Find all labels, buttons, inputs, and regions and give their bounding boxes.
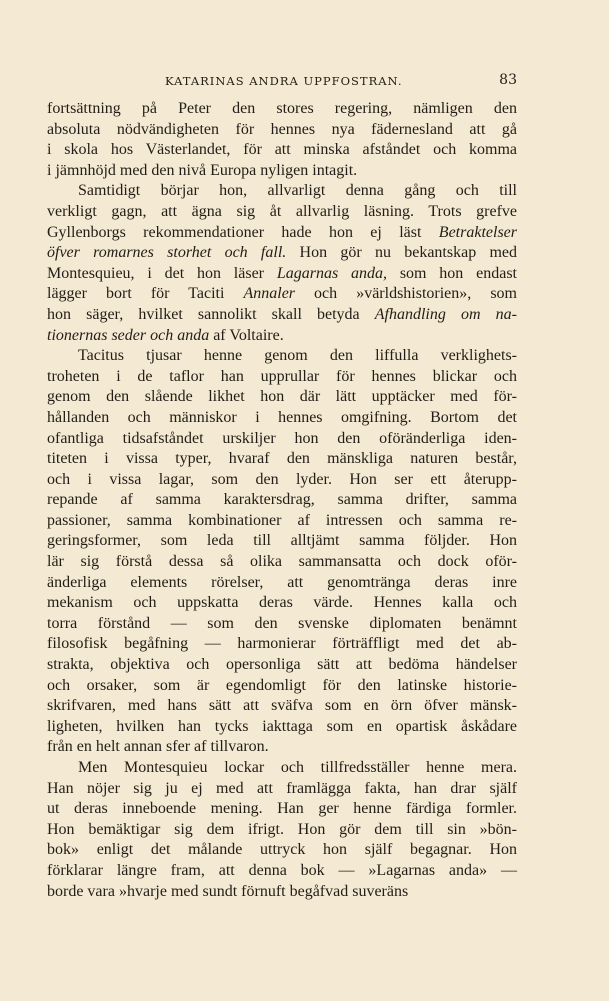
text-run: troheten i de taflor han upprullar för hennes blickar och bbox=[47, 367, 517, 385]
text-run: geringsformer, som leda till alltjämt samma följder. Hon bbox=[47, 532, 517, 550]
text-run: verkligt gagn, att ägna sig åt allvarlig läsning. Trots grefve bbox=[47, 202, 517, 220]
text-run: och orsaker, som är egendomligt för den latinske historie- bbox=[47, 676, 517, 694]
text-run: Hon gör nu bekantskap med bbox=[286, 244, 518, 262]
text-line bbox=[47, 120, 517, 141]
text-line bbox=[47, 840, 517, 861]
text-run: fortsättning på Peter den stores regering, nämligen den bbox=[47, 100, 517, 117]
text-line bbox=[47, 202, 517, 223]
text-run: borde vara »hvarje med sundt förnuft begåfvad suveräns bbox=[47, 882, 409, 900]
text-line bbox=[47, 717, 517, 738]
text-run: titeten i vissa typer, hvaraf den mänskliga naturen består, bbox=[47, 450, 517, 468]
text-line bbox=[47, 346, 517, 367]
text-run: absoluta nödvändigheten för hennes nya fädernesland att gå bbox=[47, 120, 517, 138]
text-line bbox=[47, 573, 517, 594]
italic-title: öfver romarnes storhet och fall. bbox=[47, 244, 287, 262]
text-line bbox=[47, 408, 517, 429]
text-line bbox=[47, 614, 517, 635]
body-text bbox=[47, 99, 517, 902]
text-line bbox=[47, 140, 517, 161]
text-line bbox=[47, 799, 517, 820]
text-line bbox=[47, 449, 517, 470]
text-line bbox=[47, 367, 517, 388]
text-line bbox=[47, 634, 517, 655]
text-run: skrifvaren, med hans sätt att sväfva som en örn öfver mänsk- bbox=[47, 697, 517, 715]
text-run: förklarar längre fram, att denna bok — »Lagarnas anda» — bbox=[47, 861, 517, 879]
text-line bbox=[47, 490, 517, 511]
text-run: torra förstånd — som den svenske diplomaten benämnt bbox=[47, 614, 517, 632]
text-run: Tacitus tjusar henne genom den liffulla verklighets- bbox=[78, 347, 517, 365]
text-run: hon säger, hvilket sannolikt skall betyda bbox=[47, 305, 375, 323]
text-run: filosofisk begåfning — harmonierar förträffligt med det ab- bbox=[47, 635, 517, 653]
text-run: som hon endast bbox=[387, 264, 517, 282]
text-line bbox=[47, 882, 517, 903]
text-line bbox=[47, 284, 517, 305]
paragraph bbox=[47, 181, 517, 346]
text-run: från en helt annan sfer af tillvaron. bbox=[47, 738, 269, 756]
text-run: repande af samma karaktersdrag, samma drifter, samma bbox=[47, 491, 517, 509]
text-line bbox=[47, 305, 517, 326]
text-run: Samtidigt börjar hon, allvarligt denna gång och till bbox=[78, 182, 517, 200]
italic-title: Lagarnas anda, bbox=[276, 264, 387, 282]
text-line bbox=[47, 511, 517, 532]
text-line bbox=[47, 779, 517, 800]
text-run: ligheten, hvilken han tycks iakttaga som en opartisk åskådare bbox=[47, 717, 517, 735]
text-line bbox=[47, 387, 517, 408]
text-line bbox=[47, 737, 517, 758]
text-line bbox=[47, 181, 517, 202]
text-run: i jämnhöjd med den nivå Europa nyligen intagit. bbox=[47, 161, 358, 179]
text-line bbox=[47, 243, 517, 264]
italic-title: Betraktelser bbox=[438, 223, 517, 241]
text-run: ut deras inneboende mening. Han ger henne färdiga formler. bbox=[47, 800, 517, 818]
text-line bbox=[47, 99, 517, 120]
running-title: KATARINAS ANDRA UPPFOSTRAN. bbox=[165, 74, 403, 88]
paragraph bbox=[47, 99, 517, 181]
italic-title: Annaler bbox=[243, 285, 296, 303]
text-line bbox=[47, 676, 517, 697]
text-run: strakta, objektiva och opersonliga sätt att bedöma händelser bbox=[47, 656, 517, 674]
paragraph bbox=[47, 758, 517, 902]
text-run: passioner, samma kombinationer af intressen och samma re- bbox=[47, 511, 517, 529]
text-line bbox=[47, 264, 517, 285]
text-line bbox=[47, 326, 517, 347]
italic-title: tionernas seder och anda bbox=[47, 326, 210, 344]
text-run: Gyllenborgs rekommendationer hade hon ej läst bbox=[47, 223, 439, 241]
page-number: 83 bbox=[499, 72, 517, 88]
paragraph bbox=[47, 346, 517, 758]
italic-title: Afhandling om na- bbox=[374, 305, 517, 323]
text-run: lägger bort för Taciti bbox=[47, 285, 244, 303]
text-line bbox=[47, 531, 517, 552]
text-run: och i vissa lagar, som den lyder. Hon ser ett återupp- bbox=[47, 470, 517, 488]
text-run: af Voltaire. bbox=[209, 326, 284, 344]
text-line bbox=[47, 758, 517, 779]
text-line bbox=[47, 820, 517, 841]
text-run: Montesquieu, i det hon läser bbox=[47, 264, 277, 282]
text-line bbox=[47, 161, 517, 182]
text-run: Men Montesquieu lockar och tillfredsställer henne mera. bbox=[78, 759, 517, 776]
text-run: lär sig förstå dessa så olika sammansatta och dock oför- bbox=[47, 553, 517, 571]
text-run: i skola hos Västerlandet, för att minska afståndet och komma bbox=[47, 141, 517, 159]
text-line bbox=[47, 429, 517, 450]
text-line bbox=[47, 655, 517, 676]
text-run: och »världshistorien», som bbox=[295, 285, 517, 303]
text-run: mekanism och uppskatta deras värde. Hennes kalla och bbox=[47, 594, 517, 612]
text-line bbox=[47, 861, 517, 882]
text-line bbox=[47, 552, 517, 573]
text-line bbox=[47, 696, 517, 717]
text-line bbox=[47, 593, 517, 614]
text-run: bok» enligt det målande uttryck hon själf begagnar. Hon bbox=[47, 841, 517, 859]
text-line bbox=[47, 470, 517, 491]
text-run: Han nöjer sig ju ej med att framlägga fakta, han drar själf bbox=[47, 779, 517, 797]
page-header bbox=[47, 74, 517, 92]
text-run: ofantliga tidsafståndet urskiljer hon den oföränderliga iden- bbox=[47, 429, 517, 447]
text-run: änderliga elements rörelser, att genomtränga deras inre bbox=[47, 573, 517, 591]
text-run: Hon bemäktigar sig dem ifrigt. Hon gör dem till sin »bön- bbox=[47, 820, 517, 838]
text-line bbox=[47, 223, 517, 244]
text-run: hållanden och människor i hennes omgifning. Bortom det bbox=[47, 408, 517, 426]
text-run: genom den slående likhet hon där lätt upptäcker med för- bbox=[47, 388, 517, 406]
